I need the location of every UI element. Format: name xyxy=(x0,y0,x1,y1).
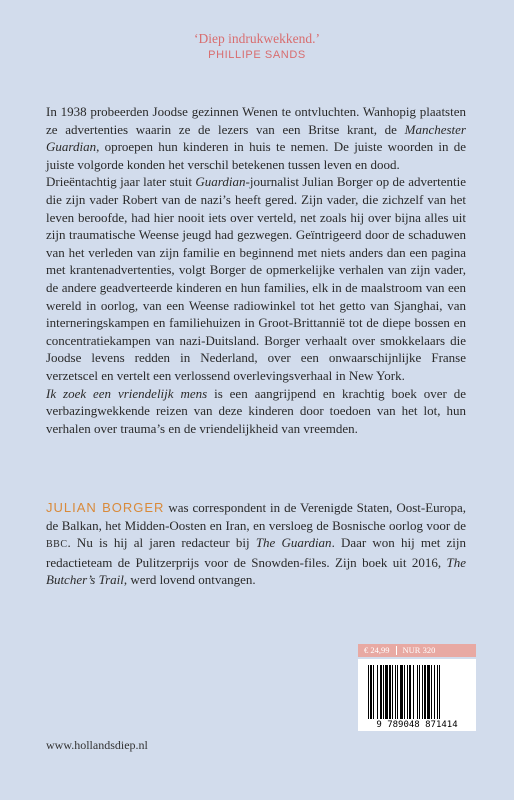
barcode-bar xyxy=(385,665,388,719)
price-box xyxy=(358,644,476,657)
barcode-bar xyxy=(409,665,411,719)
text-run: Ik zoek een vriendelijk mens xyxy=(46,385,208,401)
barcode-bar xyxy=(395,665,396,719)
barcode-bar xyxy=(427,665,430,719)
author-bio xyxy=(46,499,466,589)
barcode-bar xyxy=(434,665,435,719)
text-run: . Daar won hij met zijn redactieteam de Pulitzerprijs voor de Snowden-files. Zijn boek uit 2016, xyxy=(46,535,466,570)
barcode-bar xyxy=(397,665,398,719)
text-run: . Nu is hij al jaren redacteur bij xyxy=(67,535,256,551)
barcode-bar xyxy=(400,665,403,719)
text-run: was correspondent in de Verenigde Staten, Oost-Europa, de Balkan, het Midden-Oosten en Iran, en versloeg de Bosnische oorlog voor de xyxy=(46,500,466,533)
quote-text: ‘Diep indrukwekkend.’ xyxy=(194,31,320,46)
blurb-paragraph xyxy=(46,173,466,384)
text-run: In 1938 probeerden Joodse gezinnen Wenen te ontvluchten. Wanhopig plaatsten ze advertenties waarin ze de lezers van een Britse krant, de xyxy=(46,104,466,137)
barcode-bar xyxy=(413,665,414,719)
barcode-bar xyxy=(417,665,418,719)
barcode-bar xyxy=(368,665,369,719)
quote-author: PHILLIPE SANDS xyxy=(208,49,306,61)
text-run: -journalist Julian Borger op de advertentie die zijn vader Robert van de nazi’s heeft gered. Zijn vader, die zichzelf van het leven beroofde, had hier nooit iets over verteld, net zoals hij over bijna alles uit zijn traumatische Weense jeugd had gezwegen. Geïntrigeerd door de schaduwen van het verleden van zijn familie en beginnend met niets anders dan een pagina met krantenadvertenties, volgt Borger de opmerkelijke verhalen van zijn vader, de andere geadverteerde kinderen en hun families, elk in de maalstroom van een wereld in oorlog, van een Weense radiowinkel tot het getto van Sjanghai, van interneringskampen en familiehuizen in Groot-Brittannië tot de diepe bossen en concentratiekampen van nazi-Duitsland. Borger verhaalt over smokkelaars die Joodse levens redden in Nederland, over een onwaarschijnlijke Franse verzetscel en vertelt een verlossend overlevingsverhaal in New York. xyxy=(46,174,466,383)
nur-code: NUR 320 xyxy=(402,645,436,655)
barcode-bar xyxy=(389,665,391,719)
isbn-number: 9 789048 871414 xyxy=(358,720,476,731)
author-name: JULIAN BORGER xyxy=(46,500,165,515)
text-run: Drieëntachtig jaar later stuit xyxy=(46,174,196,190)
text-run: BBC xyxy=(46,539,68,551)
barcode-bar xyxy=(404,665,405,719)
price: € 24,99 xyxy=(364,645,390,655)
text-run: Manchester Guardian xyxy=(46,121,466,155)
barcode-bar xyxy=(424,665,426,719)
barcode-bar xyxy=(380,665,382,719)
text-run: Guardian xyxy=(195,174,246,190)
text-run: The Guardian xyxy=(255,535,332,551)
barcode-bar xyxy=(422,665,423,719)
text-run: is een aangrijpend en krachtig boek over de verbazingwekkende reizen van deze kinderen door toedoen van het lot, hun verhalen over trauma’s en de vriendelijkheid van vreemden. xyxy=(46,385,466,436)
blurb-paragraph xyxy=(46,385,466,438)
barcode-bar xyxy=(407,665,408,719)
barcode-bar xyxy=(377,665,378,719)
text-run: , oproepen hun kinderen in huis te nemen. De juiste woorden in de juiste volgorde konden het verschil betekenen tussen leven en dood. xyxy=(46,139,466,172)
barcode-bar xyxy=(373,665,374,719)
barcode-bars xyxy=(358,659,476,721)
barcode-bar xyxy=(431,665,432,719)
blurb xyxy=(46,103,466,437)
text-run: , werd lovend ontvangen. xyxy=(123,572,256,588)
barcode-bar xyxy=(383,665,384,719)
barcode-bar xyxy=(392,665,393,719)
publisher-website: www.hollandsdiep.nl xyxy=(46,738,148,752)
barcode-bar xyxy=(419,665,420,719)
barcode-bar xyxy=(439,665,440,719)
barcode-bar xyxy=(370,665,372,719)
cover-quote xyxy=(0,30,514,64)
blurb-paragraph xyxy=(46,103,466,173)
barcode-bar xyxy=(437,665,438,719)
text-run: The Butcher’s Trail xyxy=(46,554,466,588)
